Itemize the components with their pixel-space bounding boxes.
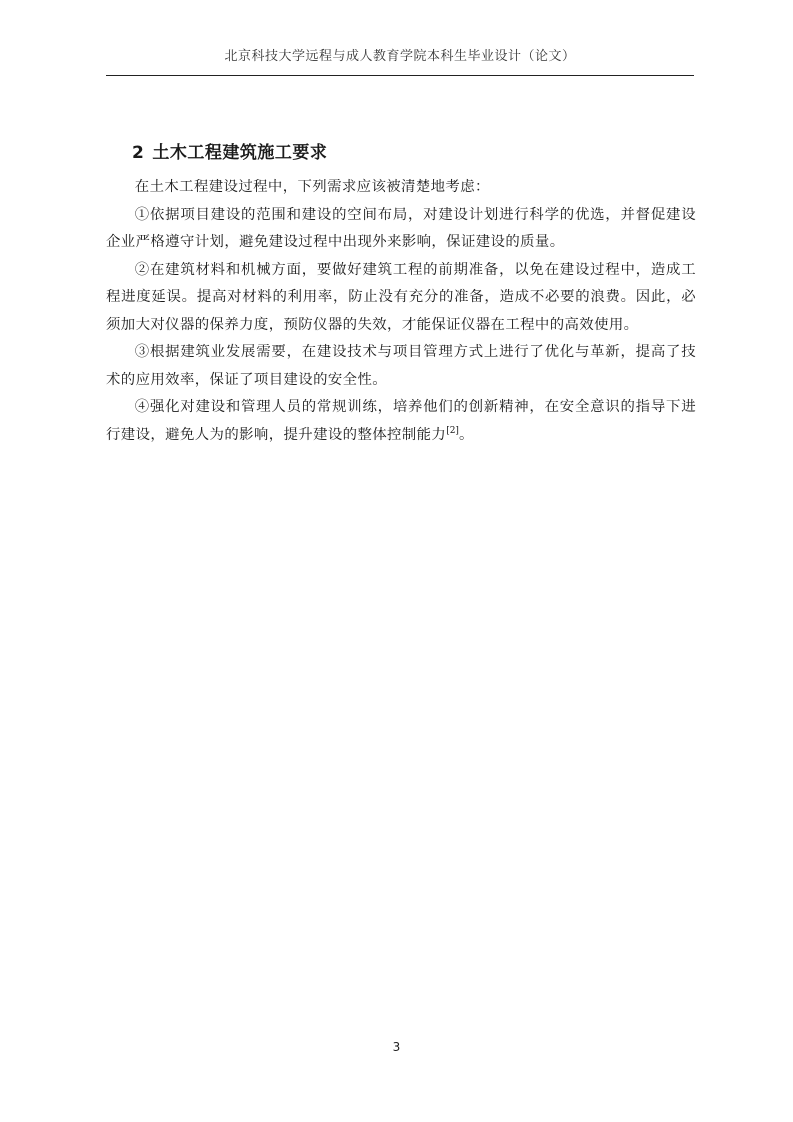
paragraph-item-3: ③根据建筑业发展需要，在建设技术与项目管理方式上进行了优化与革新，提高了技术的应用效率，保证了项目建设的安全性。 — [106, 344, 696, 388]
section-heading — [132, 140, 696, 166]
page-header: 北京科技大学远程与成人教育学院本科生毕业设计（论文） — [224, 49, 576, 64]
paragraph-item-4-text: ④强化对建设和管理人员的常规训练，培养他们的创新精神，在安全意识的指导下进行建设，避免人为的影响，提升建设的整体控制能力 — [106, 399, 696, 443]
paragraph-item-1: ①依据项目建设的范围和建设的空间布局，对建设计划进行科学的优选，并督促建设企业严格遵守计划，避免建设过程中出现外来影响，保证建设的质量。 — [106, 206, 696, 250]
paragraph-item-4-suffix: 。 — [458, 426, 474, 443]
paragraph-item-4 — [106, 394, 696, 449]
page-body — [106, 140, 696, 449]
page-number: 3 — [392, 1040, 401, 1054]
citation-reference[interactable]: [2] — [446, 425, 459, 436]
paragraph-item-2: ②在建筑材料和机械方面，要做好建筑工程的前期准备，以免在建设过程中，造成工程进度延误。提高对材料的利用率，防止没有充分的准备，造成不必要的浪费。因此，必须加大对仪器的保养力度，预防仪器的失效，才能保证仪器在工程中的高效使用。 — [106, 261, 696, 333]
header-divider — [106, 75, 694, 76]
paragraph-intro: 在土木工程建设过程中，下列需求应该被清楚地考虑： — [134, 179, 490, 195]
section-number: 2 — [132, 143, 145, 163]
section-title: 土木工程建筑施工要求 — [152, 143, 328, 163]
